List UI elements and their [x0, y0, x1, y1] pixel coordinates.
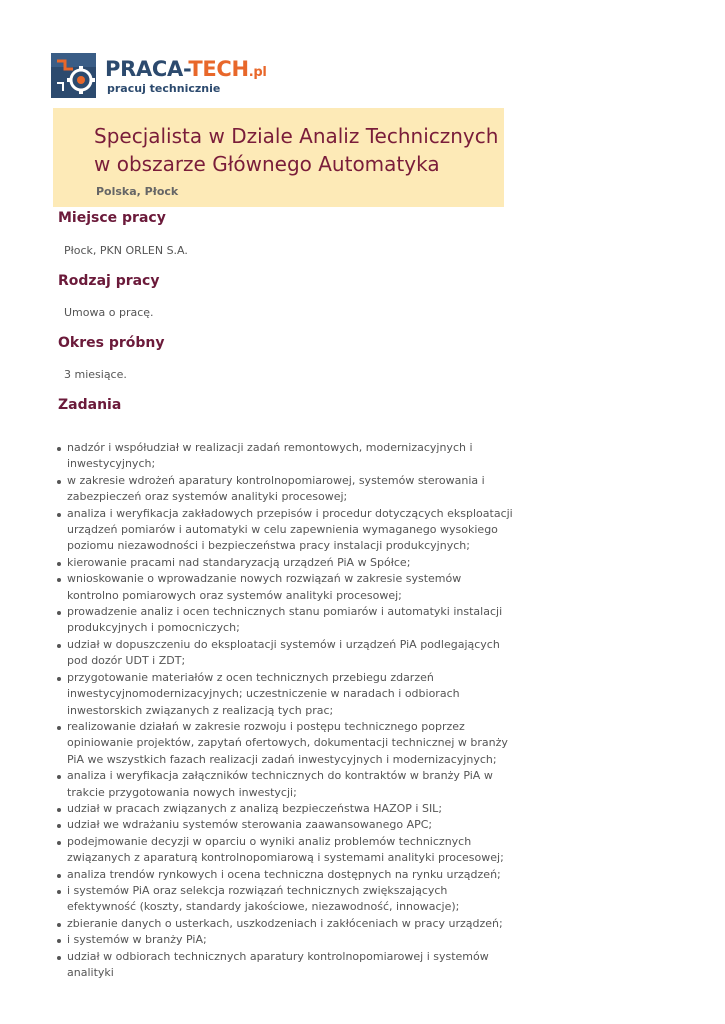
site-logo[interactable] [51, 53, 271, 99]
list-item: udział we wdrażaniu systemów sterowania zaawansowanego APC; [56, 817, 516, 833]
list-item: podejmowanie decyzji w oparciu o wyniki analiz problemów technicznych związanych z aparaturą kontrolnopomiarową i systemami analityki procesowej; [56, 834, 516, 867]
work-type-heading: Rodzaj pracy [58, 273, 160, 289]
list-item: nadzór i współudział w realizacji zadań remontowych, modernizacyjnych i inwestycyjnych; [56, 440, 516, 473]
list-item: i systemów w branży PiA; [56, 932, 516, 948]
workplace-heading: Miejsce pracy [58, 210, 166, 226]
list-item: prowadzenie analiz i ocen technicznych stanu pomiarów i automatyki instalacji produkcyjnych i pomocniczych; [56, 604, 516, 637]
logo-tagline: pracuj technicznie [107, 82, 221, 95]
list-item: udział w dopuszczeniu do eksploatacji systemów i urządzeń PiA podlegających pod dozór UDT i ZDT; [56, 637, 516, 670]
job-title: Specjalista w Dziale Analiz Technicznych w obszarze Głównego Automatyka [94, 124, 499, 176]
list-item: analiza i weryfikacja załączników technicznych do kontraktów w branży PiA w trakcie przygotowania nowych inwestycji; [56, 768, 516, 801]
tasks-list [56, 440, 516, 981]
list-item: realizowanie działań w zakresie rozwoju i postępu technicznego poprzez opiniowanie projektów, zapytań ofertowych, dokumentacji technicznej w branży PiA we wszystkich fazach realizacji zadań inwestycyjnych i modernizacyjnych; [56, 719, 516, 768]
probation-heading: Okres próbny [58, 335, 165, 351]
list-item: w zakresie wdrożeń aparatury kontrolnopomiarowej, systemów sterowania i zabezpieczeń oraz systemów analityki procesowej; [56, 473, 516, 506]
logo-text-part3: .pl [248, 65, 267, 80]
tasks-heading: Zadania [58, 397, 122, 413]
probation-text: 3 miesiące. [64, 368, 127, 381]
list-item: udział w pracach związanych z analizą bezpieczeństwa HAZOP i SIL; [56, 801, 516, 817]
work-type-text: Umowa o pracę. [64, 306, 154, 319]
job-location: Polska, Płock [96, 185, 179, 198]
workplace-text: Płock, PKN ORLEN S.A. [64, 244, 188, 257]
job-header [53, 108, 504, 207]
list-item: wnioskowanie o wprowadzanie nowych rozwiązań w zakresie systemów kontrolno pomiarowych oraz systemów analityki procesowej; [56, 571, 516, 604]
list-item: udział w odbiorach technicznych aparatury kontrolnopomiarowej i systemów analityki [56, 949, 516, 982]
list-item: analiza i weryfikacja zakładowych przepisów i procedur dotyczących eksploatacji urządzeń pomiarów i automatyki w celu zapewnienia wymaganego wysokiego poziomu niezawodności i bezpieczeństwa pracy instalacji produkcyjnych; [56, 506, 516, 555]
list-item: kierowanie pracami nad standaryzacją urządzeń PiA w Spółce; [56, 555, 516, 571]
gear-logo-icon [51, 53, 96, 98]
list-item: analiza trendów rynkowych i ocena techniczna dostępnych na rynku urządzeń; [56, 867, 516, 883]
logo-text-part1: PRACA- [105, 57, 189, 81]
logo-text-part2: TECH [188, 57, 249, 81]
list-item: i systemów PiA oraz selekcja rozwiązań technicznych zwiększających efektywność (koszty, standardy jakościowe, niezawodność, innowacje); [56, 883, 516, 916]
list-item: zbieranie danych o usterkach, uszkodzeniach i zakłóceniach w pracy urządzeń; [56, 916, 516, 932]
list-item: przygotowanie materiałów z ocen technicznych przebiegu zdarzeń inwestycyjnomodernizacyjnych; uczestniczenie w naradach i odbiorach inwestorskich związanych z realizacją tych prac; [56, 670, 516, 719]
